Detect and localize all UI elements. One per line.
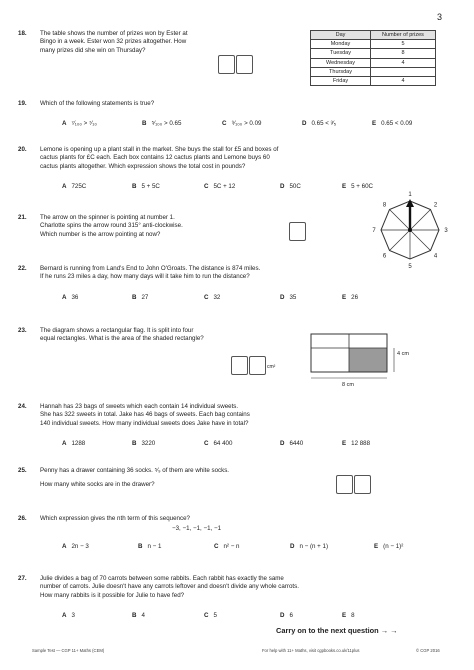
answer-box[interactable] <box>218 55 235 74</box>
option-a[interactable]: A 2n − 3 <box>62 543 89 550</box>
spinner-spoke <box>390 210 411 231</box>
option-e[interactable]: E (n − 1)² <box>374 543 404 550</box>
question-line: number of carrots. Julie doesn't have any carrots leftover and doesn't divide any whole carrots. <box>40 583 299 591</box>
options-row <box>62 120 442 127</box>
option-a[interactable]: A 725C <box>62 183 87 190</box>
question-line: If he runs 23 miles a day, how many days will it take him to run the distance? <box>40 273 250 281</box>
answer-box[interactable] <box>354 475 371 494</box>
question-20 <box>18 146 390 171</box>
option-d[interactable]: D 6440 <box>280 440 304 447</box>
height-label: 4 cm <box>397 351 409 357</box>
question-line: Julie divides a bag of 70 carrots between some rabbits. Each rabbit has exactly the same <box>40 575 284 582</box>
page-number: 3 <box>436 12 442 22</box>
question-line: How many rabbits is it possible for Julie to have fed? <box>40 591 185 599</box>
question-number: 22. <box>18 265 27 272</box>
question-line: Penny has a drawer containing 36 socks. ⁵⁄₉ of them are white socks. <box>40 467 230 474</box>
question-number: 23. <box>18 327 27 334</box>
spinner-label: 8 <box>382 202 387 209</box>
option-d[interactable]: D 35 <box>280 294 297 301</box>
option-b[interactable]: B n − 1 <box>138 543 162 550</box>
spinner-label: 7 <box>372 228 376 234</box>
option-a[interactable]: A 36 <box>62 294 79 301</box>
question-number: 21. <box>18 214 27 221</box>
question-line: The arrow on the spinner is pointing at number 1. <box>40 214 175 221</box>
spinner-spoke <box>390 230 411 251</box>
answer-box[interactable] <box>289 222 306 241</box>
question-line: Lemone is opening up a plant stall in the market. She buys the stall for £5 and boxes of <box>40 146 279 153</box>
options-row <box>62 440 402 447</box>
question-26 <box>18 515 340 523</box>
question-number: 24. <box>18 403 27 410</box>
question-22 <box>18 265 430 282</box>
unit-label: cm² <box>267 364 276 370</box>
table-cell: Friday <box>311 76 371 85</box>
option-a[interactable]: A 1288 <box>62 440 86 447</box>
spinner-label: 6 <box>382 253 387 260</box>
table-cell: 5 <box>371 40 436 49</box>
spinner-label: 5 <box>408 264 412 270</box>
options-row <box>62 294 402 301</box>
question-line: Bingo in a week. Ester won 32 prizes altogether. How <box>40 38 187 46</box>
spinner-label: 1 <box>408 192 412 198</box>
question-line: cactus plants for £C each. Each box contains 12 cactus plants and Lemone buys 60 <box>40 154 270 162</box>
question-line: cactus plants altogether. Which expression shows the total cost in pounds? <box>40 162 246 170</box>
option-c[interactable]: C 32 <box>204 294 221 301</box>
arrow-head-icon <box>406 199 414 207</box>
question-line: The table shows the number of prizes won by Ester at <box>40 30 188 37</box>
option-e[interactable]: E 0.65 < 0.09 <box>372 120 413 127</box>
flag-diagram <box>308 330 420 388</box>
option-e[interactable]: E 5 + 60C <box>342 183 373 190</box>
option-c[interactable]: C 5C + 12 <box>204 183 236 190</box>
question-line: Charlotte spins the arrow round 315° anti-clockwise. <box>40 222 183 230</box>
spinner-spoke <box>410 230 431 251</box>
question-number: 18. <box>18 30 27 37</box>
question-line: The diagram shows a rectangular flag. It is split into four <box>40 327 194 334</box>
spinner-diagram <box>370 190 450 270</box>
option-b[interactable]: B 3220 <box>132 440 156 447</box>
prizes-table <box>310 30 436 86</box>
option-e[interactable]: E 12 888 <box>342 440 371 447</box>
question-line: Which expression gives the nth term of this sequence? <box>40 515 190 522</box>
question-19 <box>18 100 155 108</box>
option-d[interactable]: D 0.65 < ³⁄₅ <box>302 120 337 127</box>
question-25 <box>18 467 340 490</box>
question-line: Which of the following statements is true? <box>40 100 155 107</box>
question-number: 25. <box>18 467 27 474</box>
carry-on-note <box>276 626 398 635</box>
spinner-centre <box>408 228 412 232</box>
option-d[interactable]: D 50C <box>280 183 301 190</box>
table-cell: Tuesday <box>311 49 371 58</box>
option-b[interactable]: B 5 + 5C <box>132 183 160 190</box>
question-21 <box>18 214 290 239</box>
table-row <box>311 67 436 76</box>
question-line: She has 322 sweets in total. Jake has 46 bags of sweets. Each bag contains <box>40 411 250 419</box>
question-line: equal rectangles. What is the area of the shaded rectangle? <box>40 335 204 343</box>
table-row <box>311 49 436 58</box>
answer-box[interactable] <box>249 356 266 375</box>
table-cell <box>371 67 436 76</box>
question-24 <box>18 403 400 428</box>
table-header: Number of prizes <box>371 31 436 40</box>
shaded-rectangle <box>349 348 387 372</box>
spinner-label: 3 <box>444 228 448 234</box>
question-line: Which number is the arrow pointing at now? <box>40 230 161 238</box>
width-label: 8 cm <box>342 382 354 388</box>
option-b[interactable]: B ⁵⁄₁₀₀ > 0.65 <box>142 120 182 127</box>
table-row <box>311 40 436 49</box>
answer-box[interactable] <box>336 475 353 494</box>
options-row <box>62 543 434 550</box>
footer-left: Sample Test — CGP 11+ Maths (CEM) <box>32 648 105 653</box>
carry-arrow-icon: → → <box>380 626 398 635</box>
option-d[interactable]: D n − (n + 1) <box>290 543 329 550</box>
question-23 <box>18 327 290 344</box>
options-row <box>62 612 402 619</box>
question-number: 27. <box>18 575 27 582</box>
table-cell: Monday <box>311 40 371 49</box>
sequence-text: −3, −1, −1, −1, −1 <box>172 525 222 532</box>
spinner-label: 2 <box>433 202 438 209</box>
table-cell: 8 <box>371 49 436 58</box>
option-b[interactable]: B 4 <box>132 612 145 619</box>
question-number: 20. <box>18 146 27 153</box>
table-cell: 4 <box>371 58 436 67</box>
table-header: Day <box>311 31 371 40</box>
table-cell: Wednesday <box>311 58 371 67</box>
option-a[interactable]: A ⁷⁄₁₀₀ > ⁷⁄₁₀ <box>62 120 97 127</box>
question-number: 19. <box>18 100 27 107</box>
table-row <box>311 76 436 85</box>
spinner-label: 4 <box>433 253 438 260</box>
option-c[interactable]: C ⁹⁄₁₀₀ > 0.09 <box>222 120 262 127</box>
option-b[interactable]: B 27 <box>132 294 149 301</box>
option-a[interactable]: A 3 <box>62 612 75 619</box>
answer-box[interactable] <box>231 356 248 375</box>
carry-on-text: Carry on to the next question <box>276 626 379 635</box>
table-row <box>311 58 436 67</box>
question-18 <box>18 30 270 55</box>
question-27 <box>18 575 440 600</box>
option-e[interactable]: E 8 <box>342 612 355 619</box>
option-e[interactable]: E 26 <box>342 294 359 301</box>
question-number: 26. <box>18 515 27 522</box>
question-line: Hannah has 23 bags of sweets which each contain 14 individual sweets. <box>40 403 239 410</box>
question-line: many prizes did she win on Thursday? <box>40 46 146 54</box>
option-c[interactable]: C 5 <box>204 612 217 619</box>
table-cell: Thursday <box>311 67 371 76</box>
option-c[interactable]: C 64 400 <box>204 440 233 447</box>
option-c[interactable]: C n² − n <box>214 543 240 550</box>
options-row <box>62 183 402 190</box>
question-line: How many white socks are in the drawer? <box>40 481 155 489</box>
spinner-spoke <box>410 210 431 231</box>
question-line: Bernard is running from Land's End to John O'Groats. The distance is 874 miles. <box>40 265 261 272</box>
question-line: 140 individual sweets. How many individual sweets does Jake have in total? <box>40 419 249 427</box>
footer-right: © CGP 2016 <box>416 648 440 653</box>
footer-middle: For help with 11+ Maths, visit cgpbooks.co.uk/11plus <box>262 648 360 653</box>
table-cell: 4 <box>371 76 436 85</box>
answer-box[interactable] <box>236 55 253 74</box>
option-d[interactable]: D 6 <box>280 612 293 619</box>
